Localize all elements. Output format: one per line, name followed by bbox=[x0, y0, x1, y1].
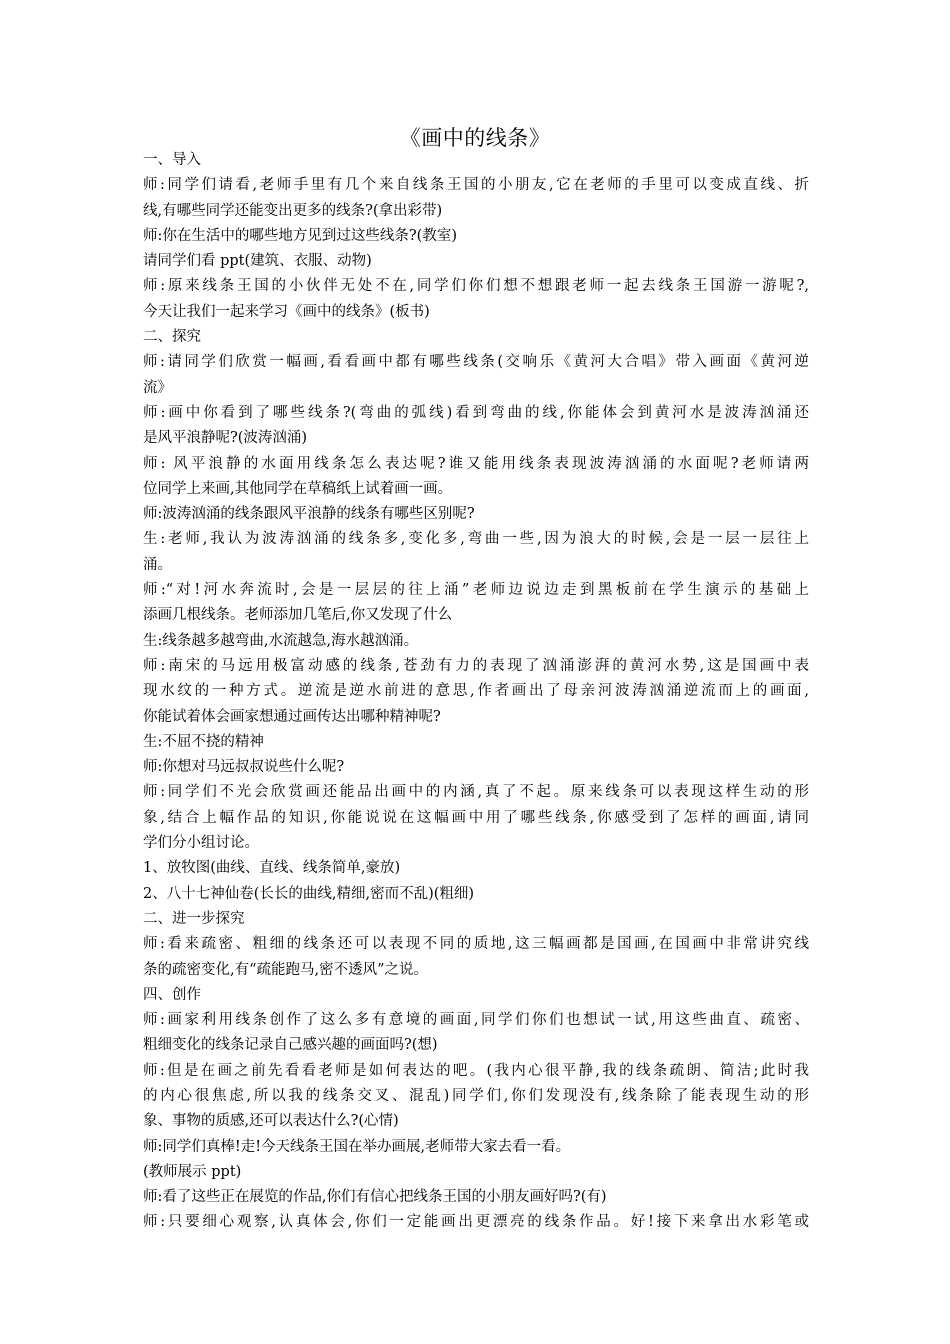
paragraph-line: 师:画家利用线条创作了这么多有意境的画面,同学们你们也想试一试,用这些曲直、疏密、 bbox=[143, 1012, 809, 1029]
paragraph-line: 生:老师,我认为波涛汹涌的线条多,变化多,弯曲一些,因为浪大的时候,会是一层一层往上 bbox=[143, 531, 809, 548]
paragraph-line: 位同学上来画,其他同学在草稿纸上试着画一画。 bbox=[143, 480, 453, 497]
paragraph-line: 今天让我们一起来学习《画中的线条》(板书) bbox=[143, 303, 430, 320]
paragraph-line: 师:波涛汹涌的线条跟风平浪静的线条有哪些区别呢? bbox=[143, 506, 475, 523]
paragraph-line: 一、导入 bbox=[143, 152, 201, 168]
paragraph-line: 师:“对!河水奔流时,会是一层层的往上涌”老师边说边走到黑板前在学生演示的基础上 bbox=[143, 582, 809, 599]
paragraph-line: 的内心很焦虑,所以我的线条交叉、混乱)同学们,你们发现没有,线条除了能表现生动的形 bbox=[143, 1087, 809, 1104]
paragraph-line: 象,结合上幅作品的知识,你能说说在这幅画中用了哪些线条,你感受到了怎样的画面,请同 bbox=[143, 809, 809, 826]
paragraph-line: 师:看来疏密、粗细的线条还可以表现不同的质地,这三幅画都是国画,在国画中非常讲究线 bbox=[143, 936, 809, 953]
paragraph-line: 现水纹的一种方式。逆流是逆水前进的意思,作者画出了母亲河波涛汹涌逆流而上的画面, bbox=[143, 683, 809, 700]
paragraph-line: 条的疏密变化,有“疏能跑马,密不透风”之说。 bbox=[143, 961, 429, 978]
paragraph-line: 师:画中你看到了哪些线条?(弯曲的弧线)看到弯曲的线,你能体会到黄河水是波涛汹涌还 bbox=[143, 404, 809, 421]
paragraph-line: 流》 bbox=[143, 379, 172, 396]
paragraph-line: 师:只要细心观察,认真体会,你们一定能画出更漂亮的线条作品。好!接下来拿出水彩笔或 bbox=[143, 1214, 809, 1231]
paragraph-line: 请同学们看 ppt(建筑、衣服、动物) bbox=[143, 253, 372, 270]
paragraph-line: 粗细变化的线条记录自己感兴趣的画面吗?(想) bbox=[143, 1037, 438, 1054]
paragraph-line: 师:请同学们欣赏一幅画,看看画中都有哪些线条(交响乐《黄河大合唱》带入画面《黄河逆 bbox=[143, 354, 809, 371]
paragraph-line: 涌。 bbox=[143, 556, 172, 573]
paragraph-line: 添画几根线条。老师添加几笔后,你又发现了什么 bbox=[143, 607, 453, 624]
paragraph-line: 师:同学们不光会欣赏画还能品出画中的内涵,真了不起。原来线条可以表现这样生动的形 bbox=[143, 784, 809, 801]
paragraph-line: 是风平浪静呢?(波涛汹涌) bbox=[143, 430, 308, 447]
paragraph-line: 二、进一步探究 bbox=[143, 910, 245, 927]
paragraph-line: 师:原来线条王国的小伙伴无处不在,同学们你们想不想跟老师一起去线条王国游一游呢?, bbox=[143, 278, 809, 295]
document-body bbox=[143, 148, 809, 1236]
paragraph-line: 学们分小组讨论。 bbox=[143, 835, 259, 852]
paragraph-line: 师:同学们请看,老师手里有几个来自线条王国的小朋友,它在老师的手里可以变成直线、折 bbox=[143, 177, 809, 194]
paragraph-line: (教师展示 ppt) bbox=[143, 1163, 242, 1180]
paragraph-line: 你能试着体会画家想通过画传达出哪种精神呢? bbox=[143, 708, 441, 725]
paragraph-line: 师:看了这些正在展览的作品,你们有信心把线条王国的小朋友画好吗?(有) bbox=[143, 1189, 607, 1206]
paragraph-line: 生:不屈不挠的精神 bbox=[143, 733, 264, 750]
paragraph-line: 生:线条越多越弯曲,水流越急,海水越汹涌。 bbox=[143, 632, 419, 649]
paragraph-line: 线,有哪些同学还能变出更多的线条?(拿出彩带) bbox=[143, 202, 443, 219]
paragraph-line: 师:同学们真棒!走!今天线条王国在举办画展,老师带大家去看一看。 bbox=[143, 1138, 571, 1155]
paragraph-line: 1、放牧图(曲线、直线、线条简单,豪放) bbox=[143, 860, 401, 877]
paragraph-line: 象、事物的质感,还可以表达什么?(心情) bbox=[143, 1113, 399, 1130]
paragraph-line: 师: 风平浪静的水面用线条怎么表达呢?谁又能用线条表现波涛汹涌的水面呢?老师请两 bbox=[143, 455, 809, 472]
document-title: 《画中的线条》 bbox=[399, 126, 551, 150]
paragraph-line: 四、创作 bbox=[143, 986, 201, 1003]
paragraph-line: 二、探究 bbox=[143, 329, 201, 346]
paragraph-line: 师:南宋的马远用极富动感的线条,苍劲有力的表现了汹涌澎湃的黄河水势,这是国画中表 bbox=[143, 657, 809, 674]
paragraph-line: 师:你在生活中的哪些地方见到过这些线条?(教室) bbox=[143, 227, 457, 244]
paragraph-line: 师:你想对马远叔叔说些什么呢? bbox=[143, 759, 345, 776]
paragraph-line: 2、八十七神仙卷(长长的曲线,精细,密而不乱)(粗细) bbox=[143, 885, 475, 902]
paragraph-line: 师:但是在画之前先看看老师是如何表达的吧。(我内心很平静,我的线条疏朗、简洁;此时我 bbox=[143, 1062, 809, 1079]
